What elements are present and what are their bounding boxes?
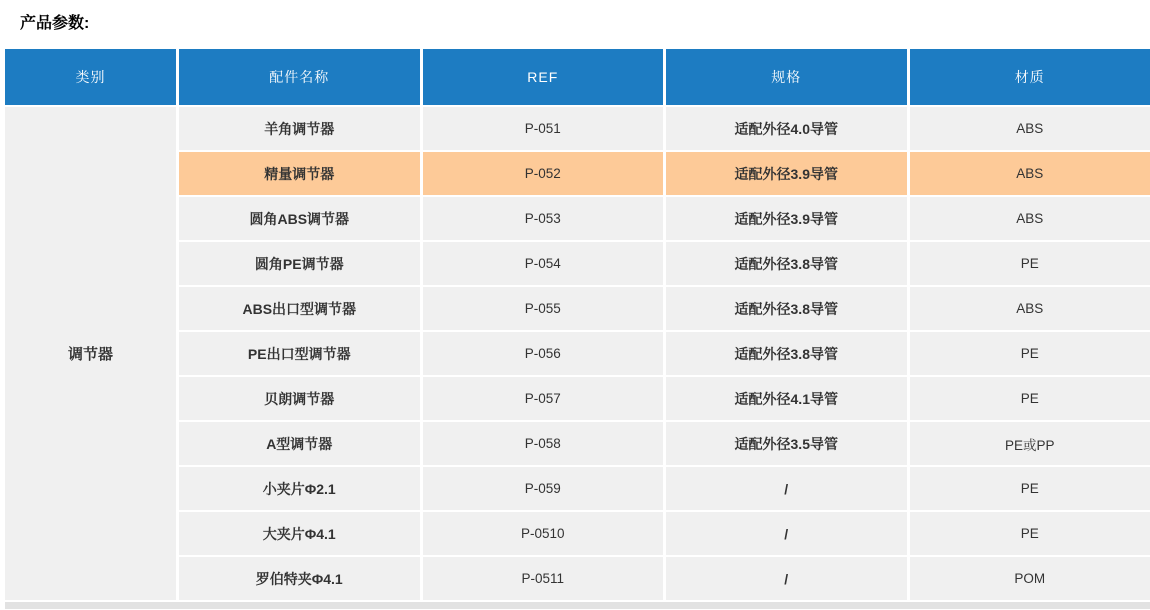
header-material: 材质 (910, 49, 1150, 105)
cell-ref: P-056 (423, 332, 664, 375)
cell-ref: P-0510 (423, 512, 664, 555)
cell-name: ABS出口型调节器 (179, 287, 420, 330)
cell-material: PE (910, 242, 1150, 285)
cell-ref: P-058 (423, 422, 664, 465)
cell-ref: P-055 (423, 287, 664, 330)
header-accessory-name: 配件名称 (179, 49, 420, 105)
cell-material: ABS (910, 197, 1150, 240)
cell-spec: 适配外径4.0导管 (666, 107, 907, 150)
table-bottom-strip (5, 602, 1150, 609)
header-ref: REF (423, 49, 664, 105)
cell-name: 羊角调节器 (179, 107, 420, 150)
cell-name: PE出口型调节器 (179, 332, 420, 375)
cell-spec: / (666, 467, 907, 510)
cell-ref: P-057 (423, 377, 664, 420)
cell-spec: / (666, 557, 907, 600)
product-table (5, 49, 1150, 609)
cell-name: 圆角PE调节器 (179, 242, 420, 285)
cell-material: ABS (910, 152, 1150, 195)
cell-ref: P-052 (423, 152, 664, 195)
cell-spec: 适配外径3.9导管 (666, 197, 907, 240)
cell-spec: 适配外径3.8导管 (666, 242, 907, 285)
cell-material: PE (910, 332, 1150, 375)
cell-material: ABS (910, 107, 1150, 150)
cell-spec: / (666, 512, 907, 555)
header-spec: 规格 (666, 49, 907, 105)
cell-material: PE (910, 377, 1150, 420)
cell-spec: 适配外径3.9导管 (666, 152, 907, 195)
cell-ref: P-054 (423, 242, 664, 285)
page-title: 产品参数: (20, 15, 90, 32)
cell-spec: 适配外径3.8导管 (666, 332, 907, 375)
cell-name: 罗伯特夹Φ4.1 (179, 557, 420, 600)
cell-ref: P-051 (423, 107, 664, 150)
cell-material: PE或PP (910, 422, 1150, 465)
cell-ref: P-059 (423, 467, 664, 510)
header-category: 类别 (5, 49, 176, 105)
cell-material: PE (910, 512, 1150, 555)
cell-spec: 适配外径4.1导管 (666, 377, 907, 420)
cell-spec: 适配外径3.8导管 (666, 287, 907, 330)
cell-name: 精量调节器 (179, 152, 420, 195)
cell-material: POM (910, 557, 1150, 600)
category-cell: 调节器 (5, 107, 176, 600)
cell-name: 贝朗调节器 (179, 377, 420, 420)
cell-name: A型调节器 (179, 422, 420, 465)
cell-ref: P-0511 (423, 557, 664, 600)
cell-material: ABS (910, 287, 1150, 330)
cell-name: 圆角ABS调节器 (179, 197, 420, 240)
cell-ref: P-053 (423, 197, 664, 240)
cell-spec: 适配外径3.5导管 (666, 422, 907, 465)
cell-name: 大夹片Φ4.1 (179, 512, 420, 555)
cell-name: 小夹片Φ2.1 (179, 467, 420, 510)
cell-material: PE (910, 467, 1150, 510)
